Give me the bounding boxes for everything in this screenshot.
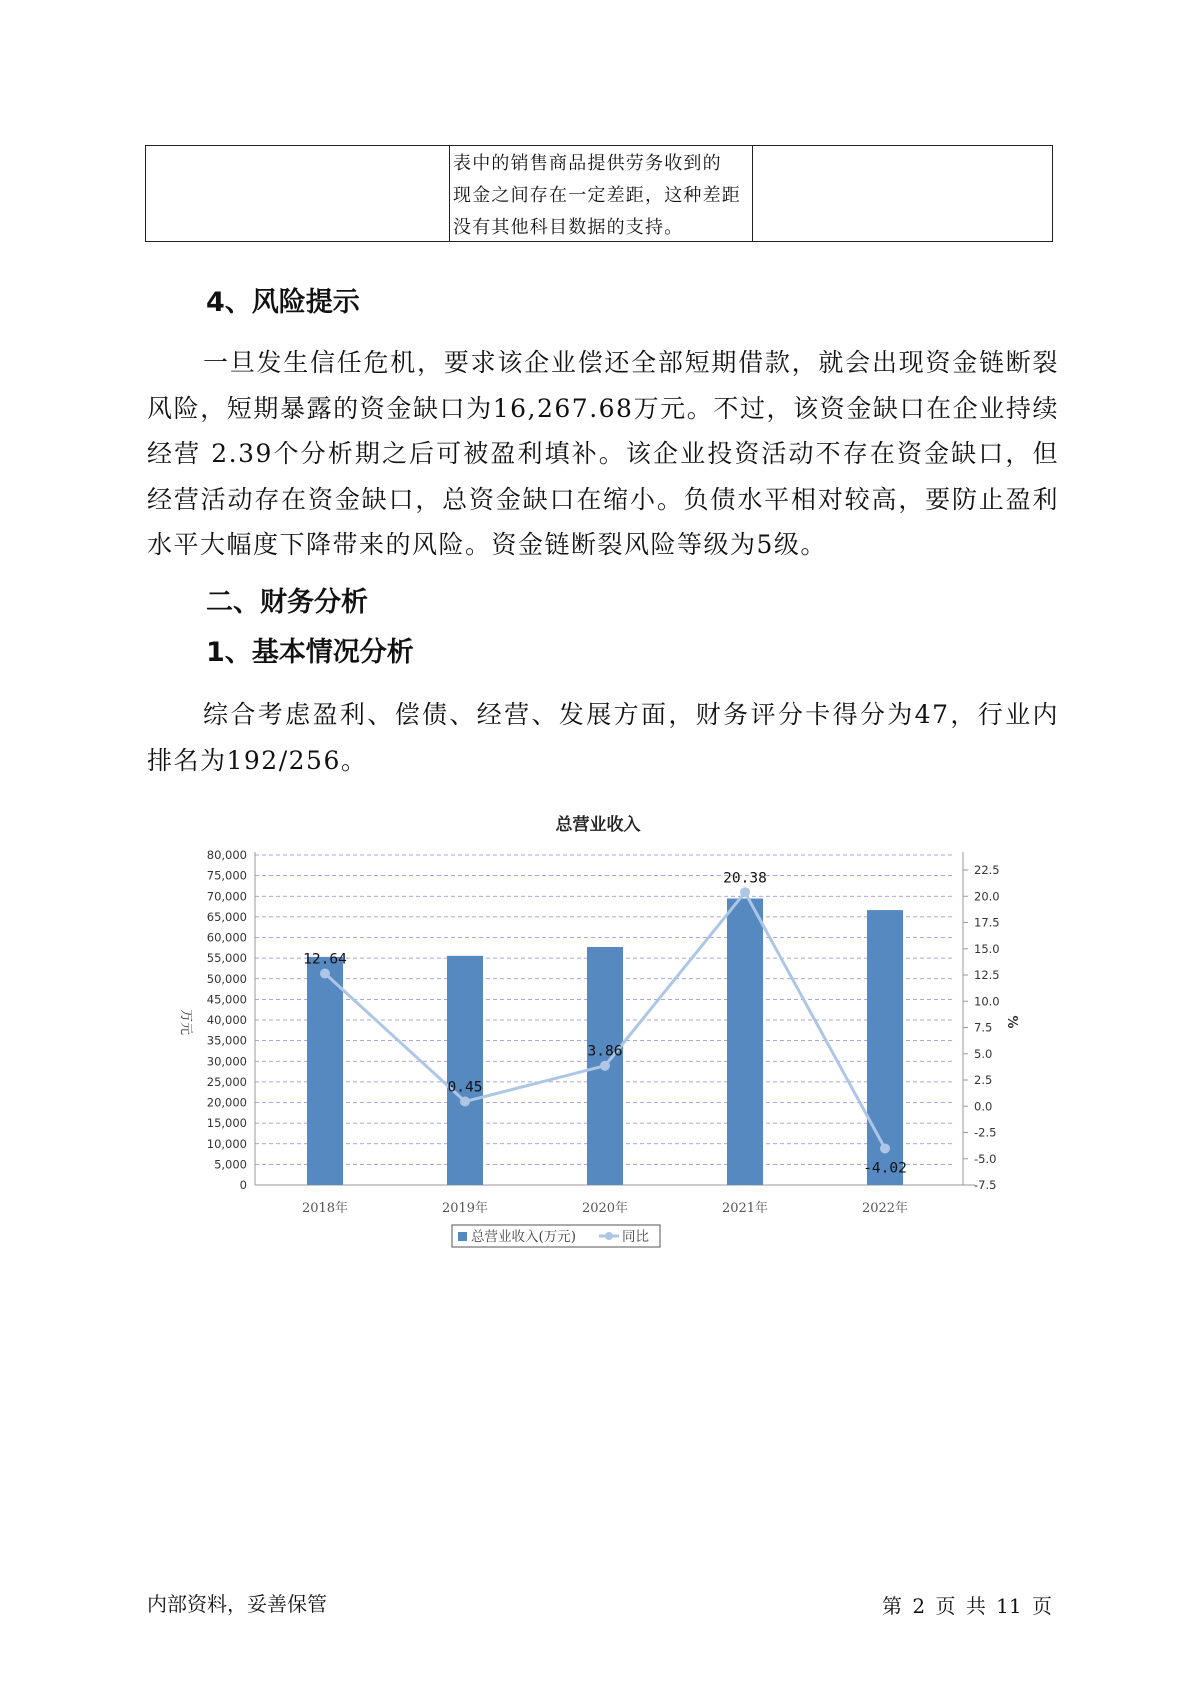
chart-title: 总营业收入 (555, 815, 641, 835)
table-cell-right (752, 146, 1054, 241)
y-tick-label: 15,000 (206, 1116, 247, 1131)
revenue-bar (727, 899, 763, 1185)
table-cell-line: 没有其他科目数据的支持。 (453, 217, 684, 238)
y2-tick-label: 10.0 (974, 994, 1000, 1009)
y-tick-label: 75,000 (206, 868, 247, 883)
y-tick-label: 60,000 (206, 930, 247, 945)
y-tick-label: 35,000 (206, 1033, 247, 1048)
legend-line-marker (605, 1232, 613, 1240)
y2-tick-label: 17.5 (974, 915, 1000, 930)
y2-tick-label: 7.5 (974, 1020, 993, 1035)
legend-bar-label: 总营业收入(万元) (471, 1229, 577, 1245)
yoy-data-label: 0.45 (447, 1079, 483, 1096)
y-tick-label: 40,000 (206, 1013, 247, 1027)
y2-tick-label: 2.5 (974, 1073, 993, 1087)
risk-paragraph: 一旦发生信任危机，要求该企业偿还全部短期借款，就会出现资金链断裂风险，短期暴露的资金缺口为16,267.68万元。不过，该资金缺口在企业持续经营 2.39个分析期之后可被盈利填补。该企业投资活动不存在资金缺口，但经营活动存在资金缺口，总资金缺口在缩小。负债水平相对较高，要防止盈利水平大幅度下降带来的风险。资金链断裂风险等级为5级。 (147, 348, 1059, 559)
table-cell-middle (449, 146, 752, 241)
y2-tick-label: 12.5 (974, 968, 1000, 982)
table-cell-left (146, 146, 449, 241)
basic-analysis-paragraph: 综合考虑盈利、偿债、经营、发展方面，财务评分卡得分为47，行业内排名为192/256。 (147, 700, 1059, 775)
legend-line-label: 同比 (622, 1229, 649, 1245)
page-number: 第 2 页 共 11 页 (882, 1594, 1052, 1618)
y-tick-label: 0 (239, 1178, 247, 1192)
y2-tick-label: 5.0 (974, 1046, 993, 1061)
yoy-data-label: 3.86 (587, 1043, 623, 1060)
y-tick-label: 45,000 (206, 992, 247, 1007)
table-cell-line: 现金之间存在一定差距，这种差距 (453, 185, 741, 206)
y2-tick-label: 22.5 (974, 863, 1000, 877)
y-tick-label: 50,000 (206, 971, 247, 986)
y-tick-label: 65,000 (206, 909, 247, 924)
y-tick-label: 80,000 (206, 848, 247, 862)
y-tick-label: 5,000 (214, 1157, 247, 1172)
y2-tick-label: 15.0 (974, 941, 1000, 956)
yoy-data-label: 12.64 (303, 951, 347, 968)
revenue-bar (307, 957, 343, 1185)
yoy-point (320, 969, 330, 979)
yoy-data-label: -4.02 (863, 1160, 907, 1177)
yoy-point (460, 1097, 470, 1107)
x-tick-label: 2020年 (581, 1201, 629, 1216)
risk-heading: 4、风险提示 (206, 287, 360, 318)
footer-note: 内部资料，妥善保管 (147, 1592, 327, 1616)
y-tick-label: 10,000 (206, 1136, 247, 1151)
y2-axis-label: % (1004, 1015, 1019, 1029)
y-tick-label: 30,000 (206, 1054, 247, 1069)
y2-tick-label: -7.5 (974, 1178, 997, 1192)
revenue-bar (447, 956, 483, 1185)
y-axis-label: 万元 (178, 1008, 193, 1036)
yoy-point (600, 1061, 610, 1071)
table-fragment (145, 145, 1053, 242)
finance-heading: 二、财务分析 (206, 587, 368, 618)
x-tick-label: 2018年 (301, 1201, 349, 1216)
revenue-chart (170, 800, 1020, 1260)
yoy-point (880, 1143, 890, 1153)
basic-analysis-heading: 1、基本情况分析 (206, 637, 414, 668)
y2-tick-label: 0.0 (974, 1099, 993, 1114)
revenue-chart-svg (170, 800, 1020, 1260)
y2-tick-label: 20.0 (974, 889, 1000, 904)
y2-tick-label: -5.0 (974, 1151, 997, 1166)
yoy-point (740, 887, 750, 897)
yoy-data-label: 20.38 (723, 870, 767, 887)
legend-bar-swatch (458, 1232, 467, 1241)
y-tick-label: 20,000 (206, 1095, 247, 1110)
x-tick-label: 2021年 (721, 1201, 769, 1216)
table-cell-line: 表中的销售商品提供劳务收到的 (453, 153, 722, 174)
y-tick-label: 25,000 (206, 1074, 247, 1089)
y2-tick-label: -2.5 (974, 1125, 997, 1140)
x-tick-label: 2019年 (441, 1201, 489, 1216)
x-tick-label: 2022年 (861, 1201, 909, 1216)
y-tick-label: 70,000 (206, 889, 247, 904)
y-tick-label: 55,000 (206, 951, 247, 966)
